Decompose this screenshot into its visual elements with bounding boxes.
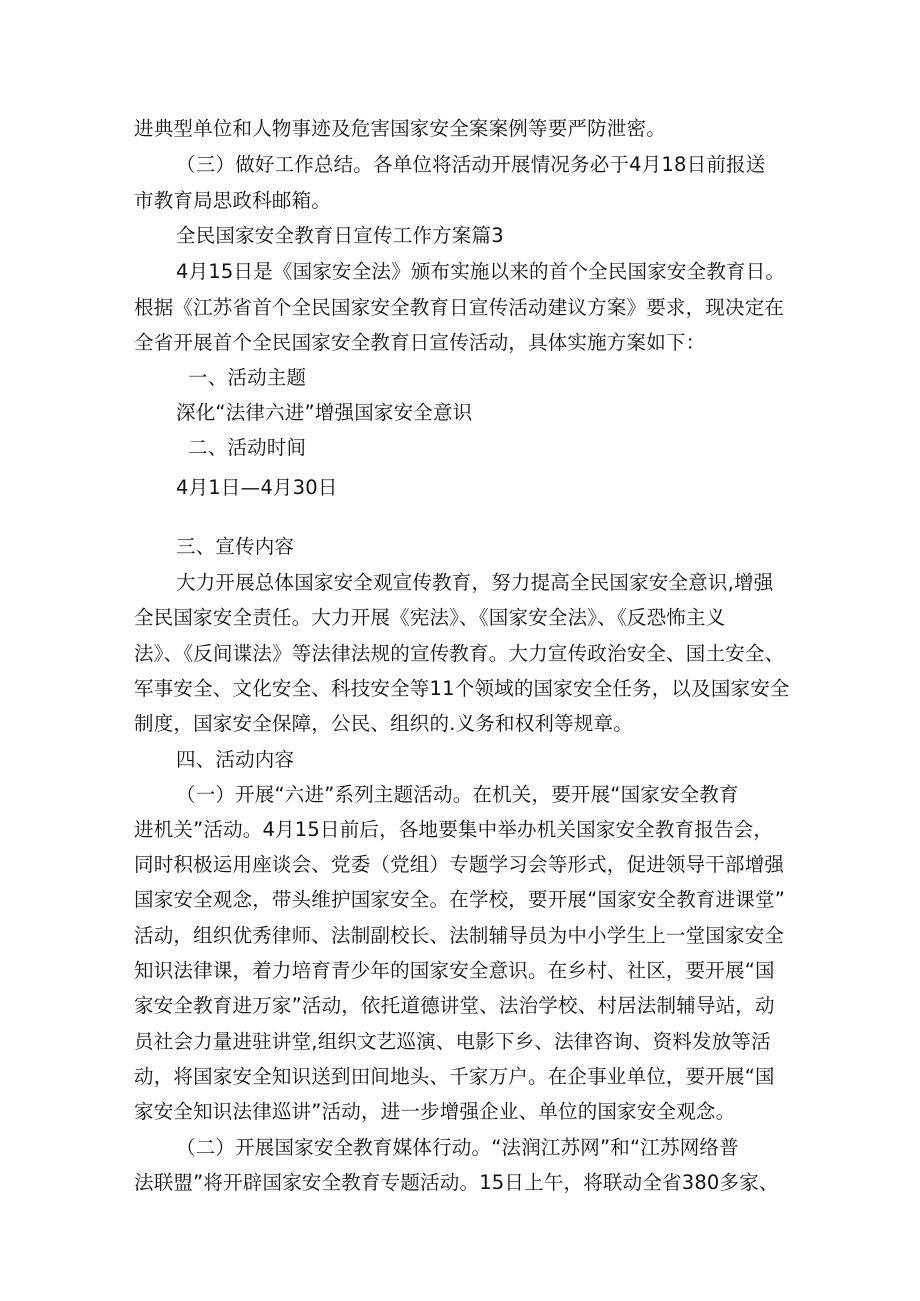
text-line: 家安全知识法律巡讲”活动，进一步增强企业、单位的国家安全观念。 <box>134 1100 736 1123</box>
text-line: 大力开展总体国家安全观宣传教育，努力提高全民国家安全意识,增强 <box>176 571 774 594</box>
text-line: （二）开展国家安全教育媒体行动。“法润江苏网”和“江苏网络普 <box>176 1136 739 1159</box>
text-line: 动，将国家安全知识送到田间地头、千家万户。在企事业单位，要开展“国 <box>134 1065 775 1088</box>
text-line: 员社会力量进驻讲堂,组织文艺巡演、电影下乡、法律咨询、资料发放等活 <box>134 1030 771 1053</box>
text-line: 知识法律课，着力培育青少年的国家安全意识。在乡村、社区，要开展“国 <box>134 959 775 982</box>
text-line: 同时积极运用座谈会、党委（党组）专题学习会等形式，促进领导干部增强 <box>134 853 785 876</box>
text-line: 法联盟”将开辟国家安全教育专题活动。15日上午，将联动全省380多家、 <box>134 1171 779 1194</box>
text-line: 市教育局思政科邮箱。 <box>134 189 332 212</box>
text-line: 进机关”活动。4月15日前后，各地要集中举办机关国家安全教育报告会， <box>134 818 774 841</box>
text-line: 活动，组织优秀律师、法制副校长、法制辅导员为中小学生上一堂国家安全 <box>134 924 785 947</box>
text-line: （三）做好工作总结。各单位将活动开展情况务必于4月18日前报送 <box>176 153 766 176</box>
text-line: 家安全教育进万家”活动，依托道德讲堂、法治学校、村居法制辅导站，动 <box>134 994 775 1017</box>
section-heading: 全民国家安全教育日宣传工作方案篇3 <box>176 224 504 247</box>
text-line: 深化“法律六进”增强国家安全意识 <box>176 401 473 424</box>
text-line: 根据《江苏省首个全民国家安全教育日宣传活动建议方案》要求，现决定在 <box>134 296 785 319</box>
text-line: 制度，国家安全保障，公民、组织的.义务和权利等规章。 <box>134 712 633 735</box>
text-line: 国家安全观念，带头维护国家安全。在学校，要开展“国家安全教育进课堂” <box>134 888 786 911</box>
text-line: 军事安全、文化安全、科技安全等11个领域的国家安全任务，以及国家安全 <box>134 677 790 700</box>
subheading: 三、宣传内容 <box>176 535 295 558</box>
text-line: （一）开展“六进”系列主题活动。在机关，要开展“国家安全教育 <box>176 783 739 806</box>
text-line: 法》、《反间谍法》等法律法规的宣传教育。大力宣传政治安全、国土安全、 <box>134 642 785 665</box>
text-line: 全民国家安全责任。大力开展《宪法》、《国家安全法》、《反恐怖主义 <box>134 606 726 629</box>
text-line: 4月15日是《国家安全法》颁布实施以来的首个全民国家安全教育日。 <box>176 260 786 283</box>
subheading: 二、活动时间 <box>188 436 307 459</box>
subheading: 四、活动内容 <box>176 748 295 771</box>
subheading: 一、活动主题 <box>188 366 307 389</box>
text-line: 进典型单位和人物事迹及危害国家安全案案例等要严防泄密。 <box>134 117 666 140</box>
text-line: 全省开展首个全民国家安全教育日宣传活动，具体实施方案如下： <box>134 331 706 354</box>
text-line: 4月1日—4月30日 <box>176 476 338 499</box>
